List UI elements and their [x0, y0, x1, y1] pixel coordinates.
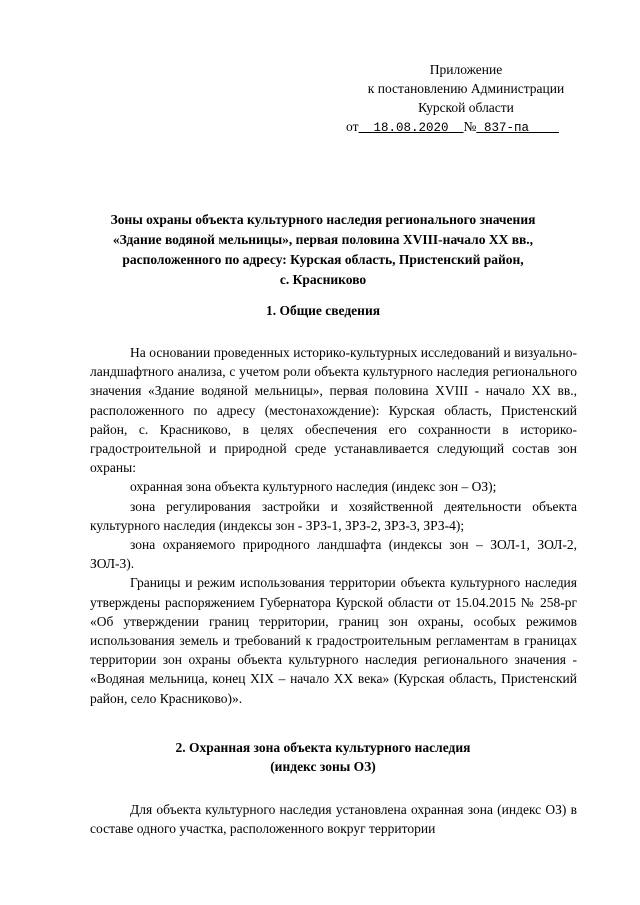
title-line-4: с. Красниково	[279, 272, 367, 287]
section-2-heading	[78, 738, 568, 776]
annex-line-2: к постановлению Администрации	[367, 81, 565, 96]
date-prefix: от	[346, 119, 359, 134]
date-value: 18.08.2020	[373, 121, 449, 135]
section-1-body	[90, 343, 577, 708]
number-prefix: №	[463, 119, 477, 134]
section-1-paragraph-4: зона охраняемого природного ландшафта (индексы зон – ЗОЛ-1, ЗОЛ-2, ЗОЛ-3).	[90, 537, 577, 572]
section-1-paragraph-5: Границы и режим использования территории объекта культурного наследия утверждены распоряжением Губернатора Курской области от 15.04.2015 № 258-рг «Об утверждении границ территории, границ зон охраны, особых режимов использования земель и требований к градостроительным регламентам в границах территории зон охраны объекта культурного наследия регионального значения - «Водяная мельница, конец XIX – начало XX века» (Курская область, Пристенский район, село Красниково)».	[90, 575, 577, 706]
title-line-2: «Здание водяной мельницы», первая половина XVIII-начало XX вв.,	[112, 232, 534, 247]
document-title	[78, 210, 568, 290]
section-1-heading: 1. Общие сведения	[265, 303, 381, 318]
section-2-paragraph-1: Для объекта культурного наследия установлена охранная зона (индекс ОЗ) в составе одного участка, расположенного вокруг территории	[90, 802, 577, 837]
section-2-heading-line-1: 2. Охранная зона объекта культурного наследия	[175, 740, 471, 755]
section-1-paragraph-3: зона регулирования застройки и хозяйственной деятельности объекта культурного наследия (индексы зон - ЗРЗ-1, ЗРЗ-2, ЗРЗ-3, ЗРЗ-4);	[90, 498, 577, 533]
annex-line-1: Приложение	[429, 62, 503, 77]
section-1-paragraph-1: На основании проведенных историко-культурных исследований и визуально-ландшафтного анализа, с учетом роли объекта культурного наследия регионального значения «Здание водяной мельницы», первая половина XVIII - начало XX вв., расположенного по адресу (местонахождение): Курская область, Пристенский район, с. Красниково, в целях обеспечения его сохранности в историко-градостроительной и природной среде устанавливается следующий состав зон охраны:	[90, 345, 577, 476]
annex-date-line	[346, 117, 586, 138]
title-line-1: Зоны охраны объекта культурного наследия регионального значения	[110, 212, 536, 227]
annex-line-3: Курской области	[418, 100, 514, 115]
section-2-heading-line-2: (индекс зоны ОЗ)	[270, 759, 376, 774]
title-line-3: расположенного по адресу: Курская область, Пристенский район,	[122, 252, 524, 267]
number-value: 837-па	[483, 121, 529, 135]
section-1-paragraph-2: охранная зона объекта культурного наследия (индекс зон – ОЗ);	[130, 479, 497, 495]
section-2-body	[90, 800, 577, 838]
annex-block	[346, 60, 586, 138]
